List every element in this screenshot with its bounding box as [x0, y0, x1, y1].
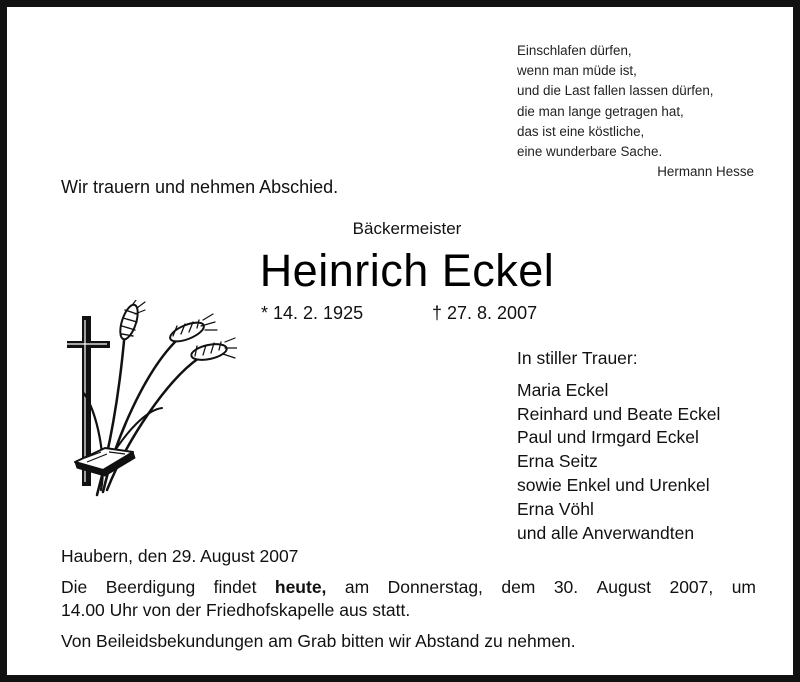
funeral-line-1 [61, 576, 756, 599]
poem-author: Hermann Hesse [657, 164, 754, 180]
deceased-name: Heinrich Eckel [259, 245, 555, 296]
death-date: † 27. 8. 2007 [432, 303, 538, 323]
funeral-info [61, 576, 761, 622]
funeral-word: um [731, 577, 756, 597]
deceased-profession: Bäckermeister [352, 219, 462, 238]
poem-line: Einschlafen dürfen, [517, 43, 632, 58]
poem-line: und die Last fallen lassen dürfen, [517, 83, 714, 99]
poem-block [517, 41, 757, 182]
mourner-name: sowie Enkel und Urenkel [517, 474, 710, 495]
funeral-word: findet [213, 577, 257, 597]
mourner-name: Erna Vöhl [517, 498, 594, 519]
poem-line: eine wunderbare Sache. [517, 144, 663, 160]
mourner-name: Maria Eckel [517, 379, 609, 400]
funeral-word: August [596, 577, 652, 597]
mourner-name: Paul und Irmgard Eckel [517, 427, 699, 448]
funeral-highlight: heute, [274, 577, 327, 597]
funeral-word: Donnerstag, [387, 577, 483, 597]
poem-line: wenn man müde ist, [517, 63, 637, 79]
funeral-word: 2007, [669, 577, 714, 597]
mourner-name: und alle Anverwandten [517, 522, 695, 543]
funeral-word: dem [501, 577, 536, 597]
mourner-name: Reinhard und Beate Eckel [517, 403, 721, 424]
birth-date: * 14. 2. 1925 [261, 303, 364, 323]
poem-line: die man lange getragen hat, [517, 103, 684, 119]
condolence-note: Von Beileidsbekundungen am Grab bitten wir Abstand zu nehmen. [61, 631, 576, 651]
funeral-word: 30. [553, 577, 579, 597]
place-date: Haubern, den 29. August 2007 [61, 546, 299, 566]
farewell-text: Wir trauern und nehmen Abschied. [61, 177, 339, 197]
funeral-word: am [344, 577, 370, 597]
cross-wheat-book-emblem [67, 300, 237, 506]
funeral-word: Die [61, 577, 88, 597]
mourner-name: Erna Seitz [517, 451, 598, 472]
poem-line: das ist eine köstliche, [517, 123, 645, 139]
mourners-intro: In stiller Trauer: [517, 348, 638, 368]
mourners-list [517, 347, 720, 545]
funeral-word: Beerdigung [105, 577, 196, 597]
funeral-line-2: 14.00 Uhr von der Friedhofskapelle aus statt. [61, 600, 411, 620]
